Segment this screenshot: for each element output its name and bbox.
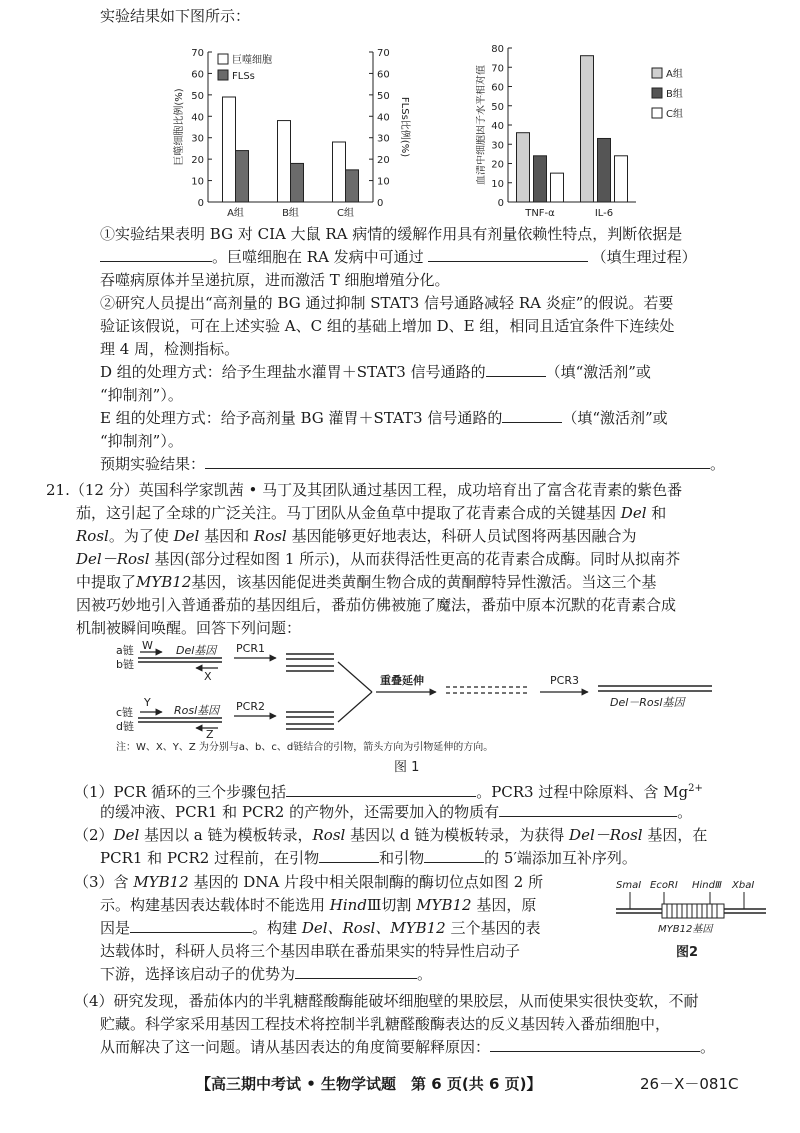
site-hind: HindⅢ — [692, 880, 722, 891]
bar-B组-TNF-α — [534, 156, 547, 202]
bar-FLSs-A组 — [236, 151, 249, 202]
q20-p2-line3: 理 4 周，检测指标。 — [100, 340, 240, 358]
q21-line7: 机制被瞬间唤醒。回答下列问题： — [76, 619, 302, 637]
site-sma: SmaⅠ — [616, 880, 642, 891]
y-tick-label: 70 — [491, 63, 504, 75]
y-tick-label: 60 — [191, 69, 204, 81]
legend-label: FLSs — [232, 71, 255, 82]
bar-巨噬细胞-A组 — [223, 97, 236, 202]
y2-tick-label: 70 — [377, 48, 390, 59]
q21-3-line3: 因是 。构建 Del、Rosl、MYB12 三个基因的表 — [100, 919, 541, 937]
q21-3-line1: （3）含 MYB12 基因的 DNA 片段中相关限制酶的酶切位点如图 2 所 — [74, 873, 544, 891]
y-axis-label: 血清中细胞因子水平相对值 — [476, 65, 487, 185]
bar-A组-IL-6 — [581, 56, 594, 202]
q20-e-line1: E 组的处理方式：给予高剂量 BG 灌胃＋STAT3 信号通路的 （填“激活剂”或 — [100, 409, 668, 427]
q21-4-line3: 从而解决了这一问题。请从基因表达的角度简要解释原因： 。 — [100, 1038, 716, 1056]
y-tick-label: 0 — [197, 198, 204, 209]
answer-blank-primer-1[interactable] — [319, 848, 379, 863]
q21-4-line2: 贮藏。科学家采用基因工程技术将控制半乳糖醛酸酶表达的反义基因转入番茄细胞中， — [100, 1015, 671, 1033]
answer-blank-process[interactable] — [428, 247, 588, 262]
y2-tick-label: 60 — [377, 69, 390, 81]
y-tick-label: 60 — [491, 82, 504, 94]
y2-axis-label: FLSs比例(%) — [399, 96, 410, 158]
q21-3-line5: 下游，选择该启动子的优势为 。 — [100, 965, 433, 983]
y-tick-label: 50 — [491, 101, 504, 113]
q20-expect-line: 预期实验结果： 。 — [100, 455, 726, 473]
site-xba: XbaⅠ — [732, 880, 755, 891]
myb12-gene-block — [662, 904, 724, 918]
label-pcr2: PCR2 — [236, 700, 265, 713]
label-pcr3: PCR3 — [550, 674, 579, 687]
q20-p1-line1: ①实验结果表明 BG 对 CIA 大鼠 RA 病情的缓解作用具有剂量依赖性特点，判断依据是 — [100, 225, 683, 243]
y-tick-label: 40 — [491, 121, 504, 132]
legend-label: A组 — [666, 69, 683, 80]
q21-2-line1: （2）Del 基因以 a 链为模板转录，Rosl 基因以 d 链为模板转录，为获得 Del－Rosl 基因，在 — [74, 826, 708, 844]
label-b-chain: b链 — [116, 658, 134, 671]
x-tick-label: TNF-α — [525, 208, 555, 219]
answer-blank-pcr-steps[interactable] — [286, 782, 476, 797]
primer-y: Y — [144, 696, 151, 709]
q21-4-line1: （4）研究发现，番茄体内的半乳糖醛酸酶能破坏细胞壁的果胶层，从而使果实很快变软，不耐 — [74, 992, 699, 1010]
footer-title: 【高三期中考试 • 生物学试题 第 6 页(共 6 页)】 — [196, 1075, 542, 1093]
answer-blank-gene-expression[interactable] — [490, 1037, 700, 1052]
q21-3-line2: 示。构建基因表达载体时不能选用 HindⅢ切割 MYB12 基因，原 — [100, 896, 537, 914]
q20-d-line1: D 组的处理方式：给予生理盐水灌胃＋STAT3 信号通路的 （填“激活剂”或 — [100, 363, 651, 381]
label-d-chain: d链 — [116, 720, 134, 733]
q20-p2-line1: ②研究人员提出“高剂量的 BG 通过抑制 STAT3 信号通路减轻 RA 炎症”的假说。若要 — [100, 294, 674, 312]
y2-tick-label: 20 — [377, 155, 390, 167]
y2-tick-label: 10 — [377, 176, 390, 188]
q20-p1-line2: 。巨噬细胞在 RA 发病中可通过 （填生理过程） — [100, 247, 697, 267]
bar-巨噬细胞-B组 — [278, 121, 291, 202]
answer-blank-dependency[interactable] — [100, 247, 212, 262]
y-tick-label: 80 — [491, 44, 504, 55]
figure-2-restriction-sites — [612, 876, 770, 962]
figure-1-caption: 图 1 — [394, 760, 420, 775]
legend-swatch — [652, 68, 662, 78]
footer-code: 26－X－081C — [640, 1075, 739, 1093]
legend-swatch — [218, 70, 228, 80]
intro-line: 实验结果如下图所示： — [100, 7, 251, 25]
label-fused-gene: Del－Rosl基因 — [610, 696, 685, 709]
y2-tick-label: 40 — [377, 112, 390, 124]
chart-cytokine-level — [476, 40, 706, 222]
label-del-gene: Del基因 — [176, 644, 217, 657]
answer-blank-e-group[interactable] — [502, 408, 562, 423]
bar-巨噬细胞-C组 — [333, 142, 346, 202]
q21-line2: 茄，这引起了全球的广泛关注。马丁团队从金鱼草中提取了花青素合成的关键基因 Del 和 — [76, 504, 667, 522]
bar-C组-TNF-α — [551, 173, 564, 202]
label-rosl-gene: Rosl基因 — [174, 704, 220, 717]
answer-blank-promoter-advantage[interactable] — [295, 964, 417, 979]
q20-e-line2: “抑制剂”）。 — [100, 432, 183, 450]
legend-swatch — [218, 54, 228, 64]
bar-B组-IL-6 — [598, 138, 611, 202]
figure-1-note: 注：W、X、Y、Z 为分别与a、b、c、d链结合的引物，箭头方向为引物延伸的方向。 — [116, 742, 494, 753]
y-tick-label: 0 — [497, 198, 504, 209]
label-myb12-gene: MYB12基因 — [658, 924, 713, 935]
y-tick-label: 30 — [191, 133, 204, 145]
q21-line1: 21.（12 分）英国科学家凯茜 • 马丁及其团队通过基因工程，成功培育出了富含花青素的紫色番 — [46, 481, 683, 499]
x-tick-label: B组 — [282, 208, 299, 219]
x-tick-label: IL-6 — [594, 208, 614, 219]
q21-2-line2: PCR1 和 PCR2 过程前，在引物 和引物 的 5′端添加互补序列。 — [100, 849, 637, 867]
label-a-chain: a链 — [116, 644, 134, 657]
q20-d-line2: “抑制剂”）。 — [100, 386, 183, 404]
site-eco: EcoRⅠ — [650, 880, 678, 891]
primer-w: W — [142, 640, 153, 652]
legend-swatch — [652, 88, 662, 98]
legend-label: C组 — [666, 109, 683, 120]
answer-blank-primer-2[interactable] — [424, 848, 484, 863]
q21-line5: 中提取了MYB12基因，该基因能促进类黄酮生物合成的黄酮醇特异性激活。当这三个基 — [76, 573, 657, 591]
y-tick-label: 10 — [191, 176, 204, 188]
legend-label: B组 — [666, 89, 683, 100]
q21-3-line4: 达载体时，科研人员将三个基因串联在番茄果实的特异性启动子 — [100, 942, 521, 960]
legend-swatch — [652, 108, 662, 118]
y2-tick-label: 30 — [377, 133, 390, 145]
bar-FLSs-B组 — [291, 163, 304, 202]
answer-blank-d-group[interactable] — [486, 362, 546, 377]
q21-line4: Del－Rosl 基因(部分过程如图 1 所示)，从而获得活性更高的花青素合成酶。同时从拟南芥 — [76, 550, 681, 568]
figure-1-overlap-pcr — [110, 640, 770, 775]
answer-blank-expected-result[interactable] — [205, 454, 710, 469]
label-pcr1: PCR1 — [236, 642, 265, 655]
label-overlap-extension: 重叠延伸 — [380, 674, 424, 687]
q21-line3: Rosl。为了使 Del 基因和 Rosl 基因能够更好地表达，科研人员试图将两基因融合为 — [76, 527, 637, 545]
y-tick-label: 40 — [191, 112, 204, 124]
y-tick-label: 70 — [191, 48, 204, 59]
answer-blank-reason[interactable] — [130, 918, 252, 933]
y2-tick-label: 50 — [377, 90, 390, 102]
y-tick-label: 10 — [491, 178, 504, 190]
answer-blank-pcr3-material[interactable] — [499, 802, 677, 817]
y-tick-label: 20 — [491, 159, 504, 171]
q20-p1-line3: 吞噬病原体并呈递抗原，进而激活 T 细胞增殖分化。 — [100, 271, 450, 289]
q21-line6: 因被巧妙地引入普通番茄的基因组后，番茄仿佛被施了魔法，番茄中原本沉默的花青素合成 — [76, 596, 677, 614]
q21-1-line2: 的缓冲液、PCR1 和 PCR2 的产物外，还需要加入的物质有 。 — [100, 803, 693, 821]
legend-label: 巨噬细胞 — [232, 55, 272, 66]
primer-z: Z — [206, 728, 214, 741]
y-tick-label: 50 — [191, 90, 204, 102]
chart-cell-proportion — [168, 40, 416, 222]
label-c-chain: c链 — [116, 706, 134, 719]
q21-1-line1: （1）PCR 循环的三个步骤包括 。PCR3 过程中除原料、含 $Mg^{2+}$ — [74, 783, 703, 801]
y-tick-label: 30 — [491, 140, 504, 152]
primer-x: X — [204, 670, 212, 683]
bar-C组-IL-6 — [615, 156, 628, 202]
figure-2-caption: 图2 — [676, 945, 699, 960]
x-tick-label: C组 — [337, 208, 354, 219]
q20-p2-line2: 验证该假说，可在上述实验 A、C 组的基础上增加 D、E 组，相同且适宜条件下连续处 — [100, 317, 675, 335]
y-axis-label: 巨噬细胞比例(%) — [174, 88, 185, 166]
y-tick-label: 20 — [191, 155, 204, 167]
bar-FLSs-C组 — [346, 170, 359, 202]
bar-A组-TNF-α — [517, 133, 530, 202]
x-tick-label: A组 — [227, 208, 244, 219]
y2-tick-label: 0 — [377, 198, 384, 209]
